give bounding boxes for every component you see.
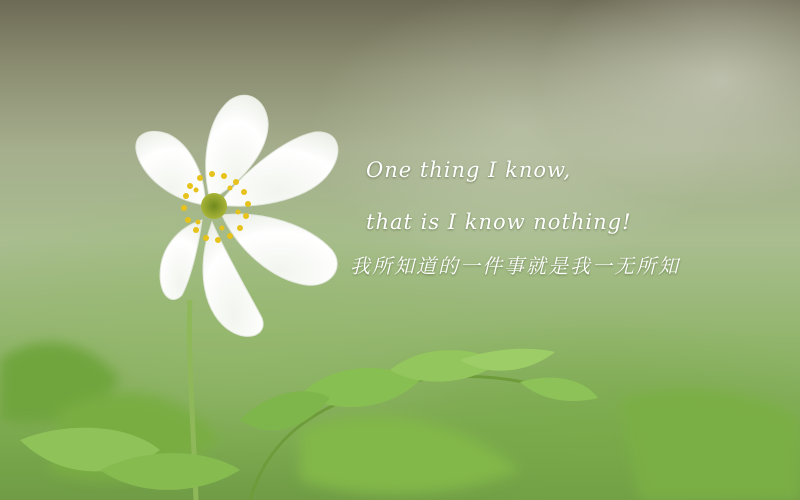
quote-line-2: that is I know nothing! xyxy=(366,210,632,234)
flower-center xyxy=(201,193,227,219)
quote-line-1: One thing I know, xyxy=(366,158,572,182)
flower-petals xyxy=(136,95,338,336)
quote-line-3: 我所知道的一件事就是我一无所知 xyxy=(350,254,680,278)
